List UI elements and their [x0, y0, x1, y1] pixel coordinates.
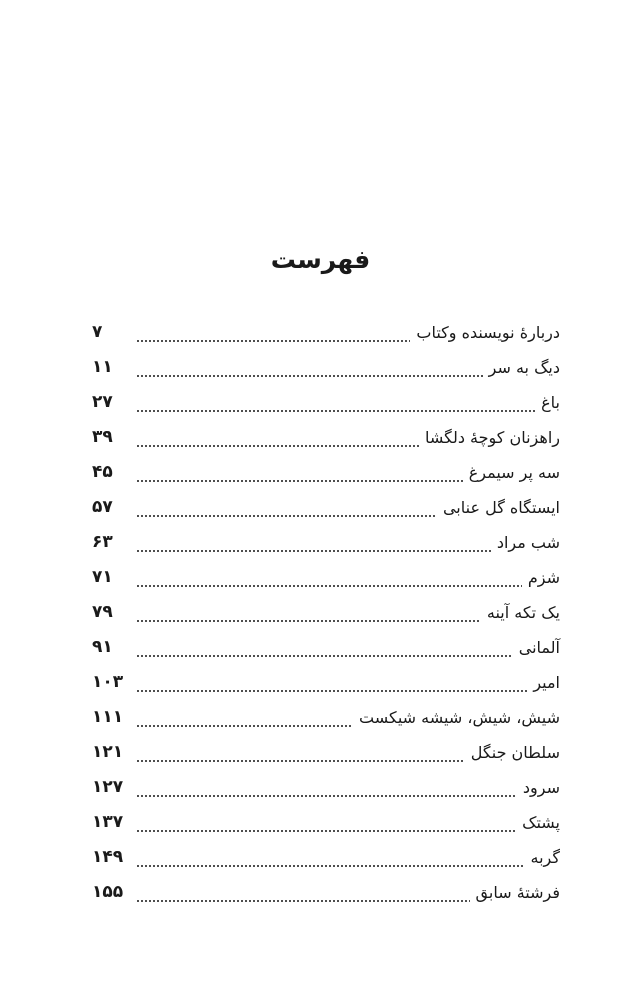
toc-entry-page-number: ۱۲۷	[92, 777, 124, 797]
toc-entry-title: شیش، شیش، شیشه شیکست	[359, 708, 560, 727]
toc-entry-title: باغ	[541, 393, 560, 412]
toc-entry-page-number: ۶۳	[92, 532, 113, 552]
toc-entry	[92, 630, 560, 665]
toc-entry-page-number: ۱۰۳	[92, 672, 124, 692]
table-of-contents	[92, 315, 560, 910]
dot-leader	[136, 840, 525, 875]
toc-entry	[92, 840, 560, 875]
toc-entry	[92, 770, 560, 805]
dot-leader	[136, 385, 535, 420]
dot-leader	[136, 350, 483, 385]
toc-entry-title: شزم	[527, 568, 560, 587]
dot-leader	[136, 630, 513, 665]
dot-leader	[136, 525, 491, 560]
toc-entry-page-number: ۱۱	[92, 357, 113, 377]
toc-entry-page-number: ۱۳۷	[92, 812, 124, 832]
toc-entry	[92, 665, 560, 700]
toc-entry-page-number: ۳۹	[92, 427, 113, 447]
toc-entry-title: سلطان جنگل	[470, 743, 560, 762]
toc-entry-page-number: ۱۴۹	[92, 847, 124, 867]
dot-leader	[136, 490, 437, 525]
toc-entry-title: یک تکه آینه	[486, 603, 560, 622]
toc-entry	[92, 420, 560, 455]
dot-leader	[136, 700, 353, 735]
toc-entry-page-number: ۱۵۵	[92, 882, 124, 902]
dot-leader	[136, 560, 522, 595]
toc-entry	[92, 385, 560, 420]
toc-entry-title: گربه	[530, 848, 560, 867]
toc-entry	[92, 700, 560, 735]
toc-entry-title: سرود	[522, 778, 560, 797]
toc-entry-page-number: ۵۷	[92, 497, 113, 517]
dot-leader	[136, 665, 527, 700]
toc-entry	[92, 735, 560, 770]
toc-entry-title: ایستگاه گل عنابی	[442, 498, 560, 517]
toc-entry-title: شب مراد	[496, 533, 560, 552]
toc-entry	[92, 315, 560, 350]
toc-entry-title: دربارهٔ نویسنده وکتاب	[416, 323, 560, 342]
dot-leader	[136, 735, 465, 770]
dot-leader	[136, 595, 481, 630]
toc-entry-page-number: ۷۱	[92, 567, 113, 587]
toc-entry-page-number: ۲۷	[92, 392, 113, 412]
toc-entry-title: امیر	[533, 673, 560, 692]
toc-entry-page-number: ۴۵	[92, 462, 113, 482]
toc-entry-title: آلمانی	[518, 638, 560, 657]
dot-leader	[136, 315, 410, 350]
toc-entry-page-number: ۷۹	[92, 602, 113, 622]
toc-entry	[92, 595, 560, 630]
toc-entry	[92, 490, 560, 525]
toc-entry-title: پشتک	[522, 813, 560, 832]
toc-entry-page-number: ۹۱	[92, 637, 113, 657]
dot-leader	[136, 770, 517, 805]
toc-entry	[92, 350, 560, 385]
dot-leader	[136, 420, 419, 455]
toc-entry-title: سه پر سیمرغ	[468, 463, 560, 482]
toc-entry	[92, 875, 560, 910]
toc-entry-page-number: ۷	[92, 322, 103, 342]
toc-entry-title: فرشتهٔ سابق	[475, 883, 560, 902]
toc-entry-page-number: ۱۲۱	[92, 742, 124, 762]
page-title: فهرست	[270, 245, 371, 274]
toc-entry	[92, 525, 560, 560]
toc-entry-title: دیگ به سر	[488, 358, 560, 377]
toc-entry	[92, 455, 560, 490]
toc-entry-title: راهزنان کوچهٔ دلگشا	[424, 428, 560, 447]
dot-leader	[136, 875, 470, 910]
toc-entry	[92, 805, 560, 840]
dot-leader	[136, 805, 516, 840]
dot-leader	[136, 455, 463, 490]
toc-entry-page-number: ۱۱۱	[92, 707, 124, 727]
toc-entry	[92, 560, 560, 595]
